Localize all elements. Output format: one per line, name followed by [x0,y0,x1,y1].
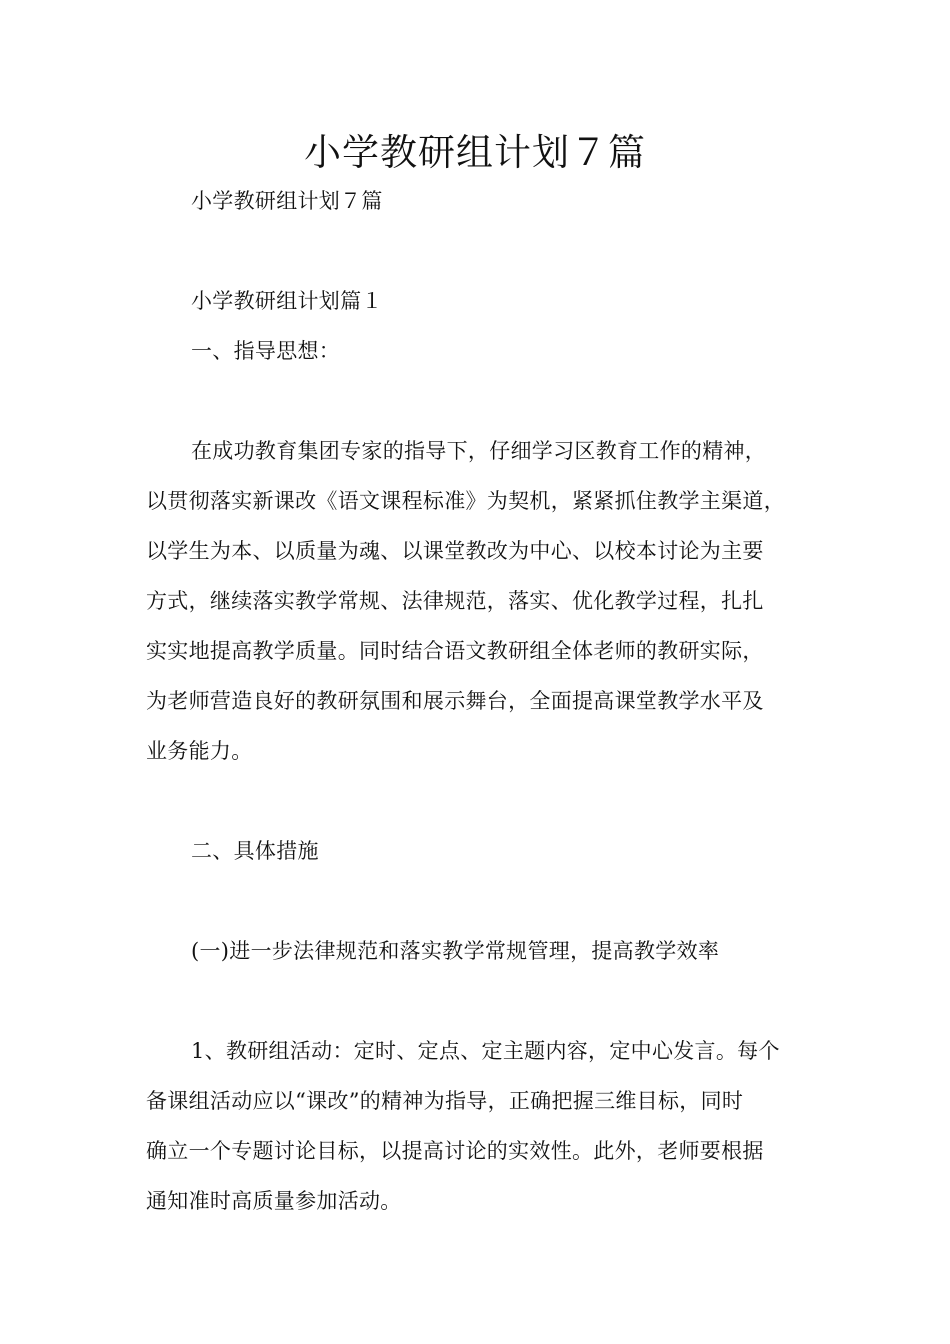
paragraph-line: 通知准时高质量参加活动。 [146,1189,402,1213]
paragraph-line: 以学生为本、以质量为魂、以课堂教改为中心、以校本讨论为主要 [146,539,764,563]
paragraph-line: 实实地提高教学质量。同时结合语文教研组全体老师的教研实际， [146,639,764,663]
paragraph-line: 备课组活动应以“课改”的精神为指导，正确把握三维目标，同时 [146,1089,744,1113]
section-heading: 小学教研组计划篇１ [191,289,383,313]
paragraph-line: 方式，继续落实教学常规、法律规范，落实、优化教学过程，扎扎 [146,589,764,613]
heading-guiding-ideology: 一、指导思想： [191,339,341,363]
paragraph-line: 在成功教育集团专家的指导下，仔细学习区教育工作的精神， [191,439,767,463]
document-subtitle: 小学教研组计划７篇 [191,189,383,213]
paragraph-line: 确立一个专题讨论目标，以提高讨论的实效性。此外，老师要根据 [146,1139,764,1163]
paragraph-line: 以贯彻落实新课改《语文课程标准》为契机，紧紧抓住教学主渠道， [146,489,785,513]
paragraph-line: 1、教研组活动：定时、定点、定主题内容，定中心发言。每个 [191,1039,780,1063]
heading-specific-measures: 二、具体措施 [191,839,319,863]
document-title: 小学教研组计划７篇 [304,131,646,174]
sub-heading: (一)进一步法律规范和落实教学常规管理，提高教学效率 [191,939,720,963]
paragraph-line: 为老师营造良好的教研氛围和展示舞台，全面提高课堂教学水平及 [146,689,764,713]
paragraph-line: 业务能力。 [146,739,253,763]
